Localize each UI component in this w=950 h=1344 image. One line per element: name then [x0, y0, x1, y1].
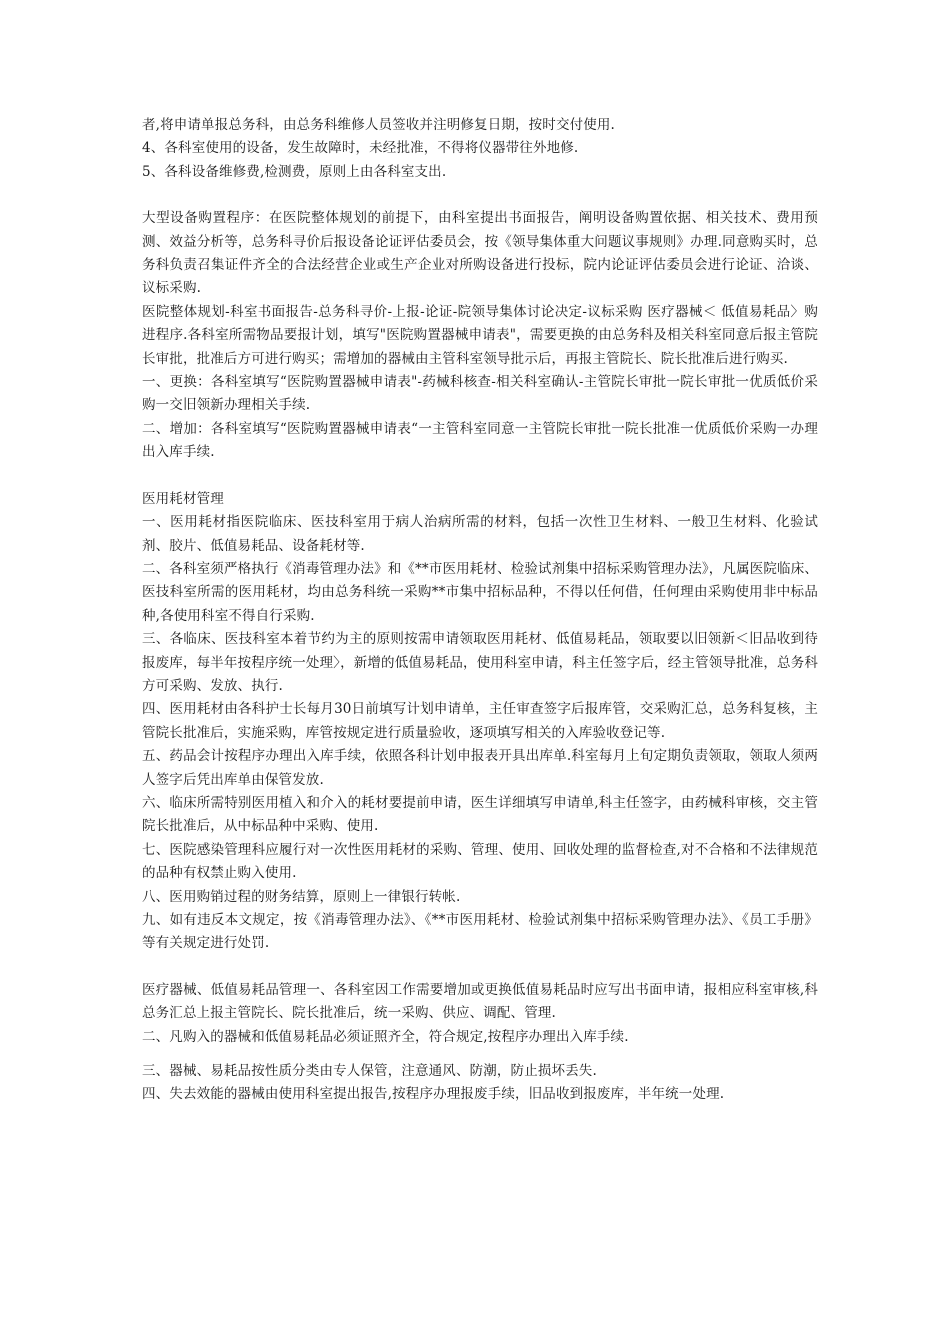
- consumables-rule-9: 九、如有违反本文规定，按《消毒管理办法》、《**市医用耗材、检验试剂集中招标采购管理办法》、《员工手册》等有关规定进行处罚.: [142, 912, 818, 952]
- paragraph-large-equipment-procedure: 大型设备购置程序：在医院整体规划的前提下，由科室提出书面报告，阐明设备购置依据、相关技术、费用预测、效益分析等，总务科寻价后报设备论证评估委员会，按《领导集体重大问题议事规则》办理.同意购买时，总务科负责召集证件齐全的合法经营企业或生产企业对所购设备进行投标，院内论证评估委员会进行论证、洽谈、议标采购.: [142, 210, 818, 297]
- section-spacer: [142, 184, 818, 207]
- devices-rule-4: 四、失去效能的器械由使用科室提出报告,按程序办理报废手续，旧品收到报废库，半年统一处理.: [142, 1086, 725, 1103]
- consumables-rule-1: 一、医用耗材指医院临床、医技科室用于病人治病所需的材料，包括一次性卫生材料、一般卫生材料、化验试剂、胶片、低值易耗品、设备耗材等.: [142, 514, 818, 554]
- devices-rule-1: 医疗器械、低值易耗品管理一、各科室因工作需要增加或更换低值易耗品时应写出书面申请，报相应科室审核,科总务汇总上报主管院长、院长批准后，统一采购、供应、调配、管理.: [142, 981, 818, 1022]
- consumables-rule-6: 六、临床所需特别医用植入和介入的耗材要提前申请，医生详细填写申请单,科主任签字，由药械科审核，交主管院长批准后，从中标品种中采购、使用.: [142, 794, 818, 835]
- consumables-rule-7: 七、医院感染管理科应履行对一次性医用耗材的采购、管理、使用、回收处理的监督检查,对不合格和不法律规范的品种有权禁止购入使用.: [142, 841, 818, 882]
- consumables-rule-5: 五、药品会计按程序办理出入库手续，依照各科计划申报表开具出库单.科室每月上旬定期负责领取，领取人须两人签字后凭出库单由保管发放.: [142, 748, 818, 788]
- consumables-rule-8: 八、医用购销过程的财务结算，原则上一律银行转帐.: [142, 888, 461, 905]
- paragraph-addition: 二、增加：各科室填写“医院购置器械申请表“一主管科室同意一主管院长审批一院长批准一优质低价采购一办理出入库手续.: [142, 420, 818, 461]
- devices-rule-2: 二、凡购入的器械和低值易耗品必须证照齐全，符合规定,按程序办理出入库手续.: [142, 1028, 629, 1045]
- devices-rule-3: 三、器械、易耗品按性质分类由专人保管，注意通风、防潮，防止损坏丢失.: [142, 1063, 597, 1080]
- paragraph-repair-rule-4: 4、各科室使用的设备，发生故障时，未经批准，不得将仪器带往外地修.: [142, 140, 579, 157]
- paragraph-replacement: 一、更换：各科室填写“医院购置器械申请表"-药械科核查-相关科室确认-主管院长审批一院长审批一优质低价采购一交旧领新办理相关手续.: [142, 374, 818, 414]
- paragraph-spacer: [142, 1049, 818, 1060]
- consumables-rule-2: 二、各科室须严格执行《消毒管理办法》和《**市医用耗材、检验试剂集中招标采购管理办法》，凡属医院临床、医技科室所需的医用耗材，均由总务科统一采购**市集中招标品种，不得以任何借，任何理由采购使用非中标品种,各使用科室不得自行采购.: [142, 560, 818, 624]
- consumables-rule-3: 三、各临床、医技科室本着节约为主的原则按需申请领取医用耗材、低值易耗品，领取要以旧领新＜旧品收到待报废库，每半年按程序统一处理〉，新增的低值易耗品，使用科室申请，科主任签字后，经主管领导批准，总务科方可采购、发放、执行.: [142, 631, 818, 694]
- paragraph-purchase-flow: 医院整体规划-科室书面报告-总务科寻价-上报-论证-院领导集体讨论决定-议标采购 医疗器械＜ 低值易耗品〉购进程序.各科室所需物品要报计划，填写"医院购置器械申请表"，需要更换的由总务科及相关科室同意后报主管院长审批，批准后方可进行购买；需增加的器械由主管科室领导批示后，再报主管院长、院长批准后进行购买.: [142, 303, 818, 367]
- section-spacer: [142, 465, 818, 488]
- consumables-rule-4: 四、医用耗材由各科护士长每月30日前填写计划申请单，主任审查签字后报库管，交采购汇总，总务科复核，主管院长批准后，实施采购，库管按规定进行质量验收，逐项填写相关的入库验收登记等.: [142, 701, 818, 741]
- paragraph-repair-rule-5: 5、各科设备维修费,检测费，原则上由各科室支出.: [142, 163, 447, 180]
- section-spacer: [142, 956, 818, 979]
- document-page: [142, 114, 818, 1107]
- paragraph-repair-procedure-end: 者,将申请单报总务科，由总务科维修人员签收并注明修复日期，按时交付使用.: [142, 117, 615, 133]
- section-title-consumables: 医用耗材管理: [142, 490, 224, 507]
